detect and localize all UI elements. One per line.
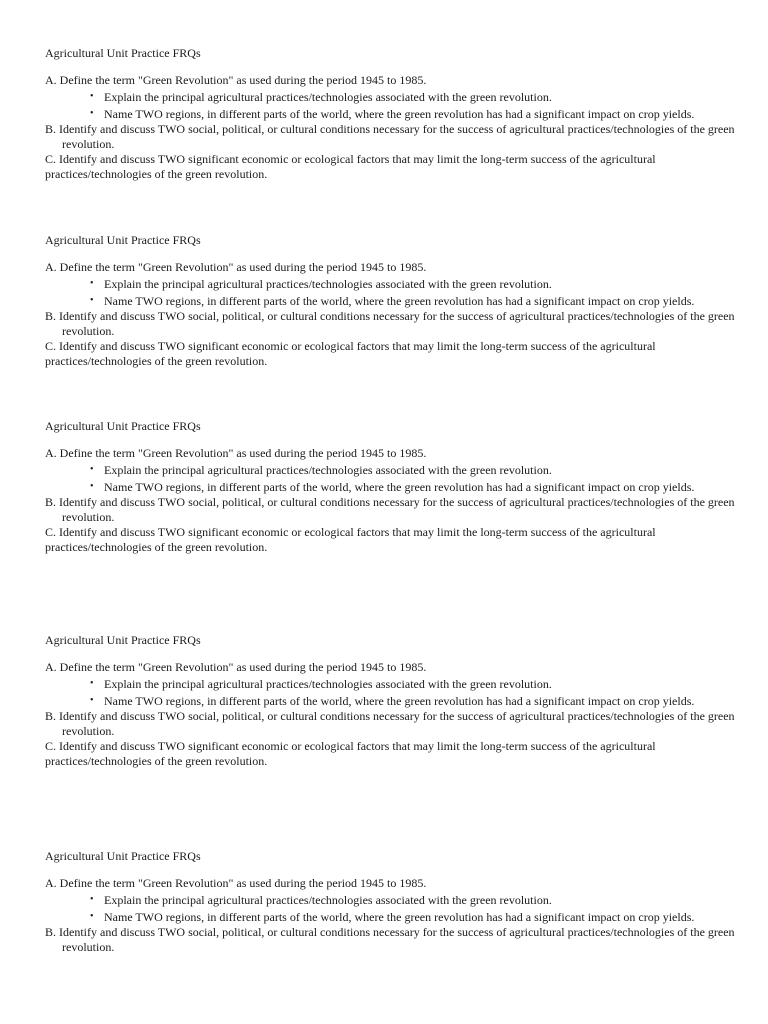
frq-block-2 [45,233,735,369]
bullet-icon: • [90,911,94,922]
question-a: A. Define the term "Green Revolution" as used during the period 1945 to 1985. [45,876,427,890]
bullet-text: Explain the principal agricultural practices/technologies associated with the green revolution. [104,90,552,104]
bullet-item [45,294,735,309]
question-c: C. Identify and discuss TWO significant economic or ecological factors that may limit the long-term success of the agricultural practices/technologies of the green revolution. [45,525,656,554]
question-b: B. Identify and discuss TWO social, political, or cultural conditions necessary for the success of agricultural practices/technologies of the green revolution. [45,122,735,151]
bullet-text: Explain the principal agricultural practices/technologies associated with the green revolution. [104,893,552,907]
frq-block-5 [45,849,735,955]
question-a: A. Define the term "Green Revolution" as used during the period 1945 to 1985. [45,73,427,87]
bullet-icon: • [90,108,94,119]
bullet-item [45,893,735,908]
bullet-text: Name TWO regions, in different parts of the world, where the green revolution has had a significant impact on crop yields. [104,910,695,924]
block-title: Agricultural Unit Practice FRQs [45,46,201,60]
bullet-text: Explain the principal agricultural practices/technologies associated with the green revolution. [104,677,552,691]
bullet-item [45,480,735,495]
bullet-item [45,694,735,709]
frq-block-3 [45,419,735,555]
bullet-item [45,277,735,292]
question-c: C. Identify and discuss TWO significant economic or ecological factors that may limit the long-term success of the agricultural practices/technologies of the green revolution. [45,339,656,368]
question-c: C. Identify and discuss TWO significant economic or ecological factors that may limit the long-term success of the agricultural practices/technologies of the green revolution. [45,152,656,181]
frq-block-4 [45,633,735,769]
question-a: A. Define the term "Green Revolution" as used during the period 1945 to 1985. [45,446,427,460]
bullet-icon: • [90,278,94,289]
bullet-icon: • [90,91,94,102]
block-title: Agricultural Unit Practice FRQs [45,849,201,863]
bullet-icon: • [90,464,94,475]
question-b: B. Identify and discuss TWO social, political, or cultural conditions necessary for the success of agricultural practices/technologies of the green revolution. [45,925,735,954]
bullet-icon: • [90,295,94,306]
question-c: C. Identify and discuss TWO significant economic or ecological factors that may limit the long-term success of the agricultural practices/technologies of the green revolution. [45,739,656,768]
bullet-text: Name TWO regions, in different parts of the world, where the green revolution has had a significant impact on crop yields. [104,107,695,121]
bullet-item [45,910,735,925]
bullet-item [45,90,735,105]
bullet-text: Explain the principal agricultural practices/technologies associated with the green revolution. [104,463,552,477]
bullet-item [45,463,735,478]
bullet-text: Name TWO regions, in different parts of the world, where the green revolution has had a significant impact on crop yields. [104,694,695,708]
bullet-text: Explain the principal agricultural practices/technologies associated with the green revolution. [104,277,552,291]
question-b: B. Identify and discuss TWO social, political, or cultural conditions necessary for the success of agricultural practices/technologies of the green revolution. [45,495,735,524]
bullet-icon: • [90,894,94,905]
question-a: A. Define the term "Green Revolution" as used during the period 1945 to 1985. [45,260,427,274]
block-title: Agricultural Unit Practice FRQs [45,633,201,647]
block-title: Agricultural Unit Practice FRQs [45,419,201,433]
question-a: A. Define the term "Green Revolution" as used during the period 1945 to 1985. [45,660,427,674]
frq-block-1 [45,46,735,182]
bullet-item [45,677,735,692]
bullet-text: Name TWO regions, in different parts of the world, where the green revolution has had a significant impact on crop yields. [104,480,695,494]
block-title: Agricultural Unit Practice FRQs [45,233,201,247]
bullet-item [45,107,735,122]
bullet-icon: • [90,481,94,492]
bullet-icon: • [90,695,94,706]
bullet-text: Name TWO regions, in different parts of the world, where the green revolution has had a significant impact on crop yields. [104,294,695,308]
question-b: B. Identify and discuss TWO social, political, or cultural conditions necessary for the success of agricultural practices/technologies of the green revolution. [45,709,735,738]
question-b: B. Identify and discuss TWO social, political, or cultural conditions necessary for the success of agricultural practices/technologies of the green revolution. [45,309,735,338]
bullet-icon: • [90,678,94,689]
